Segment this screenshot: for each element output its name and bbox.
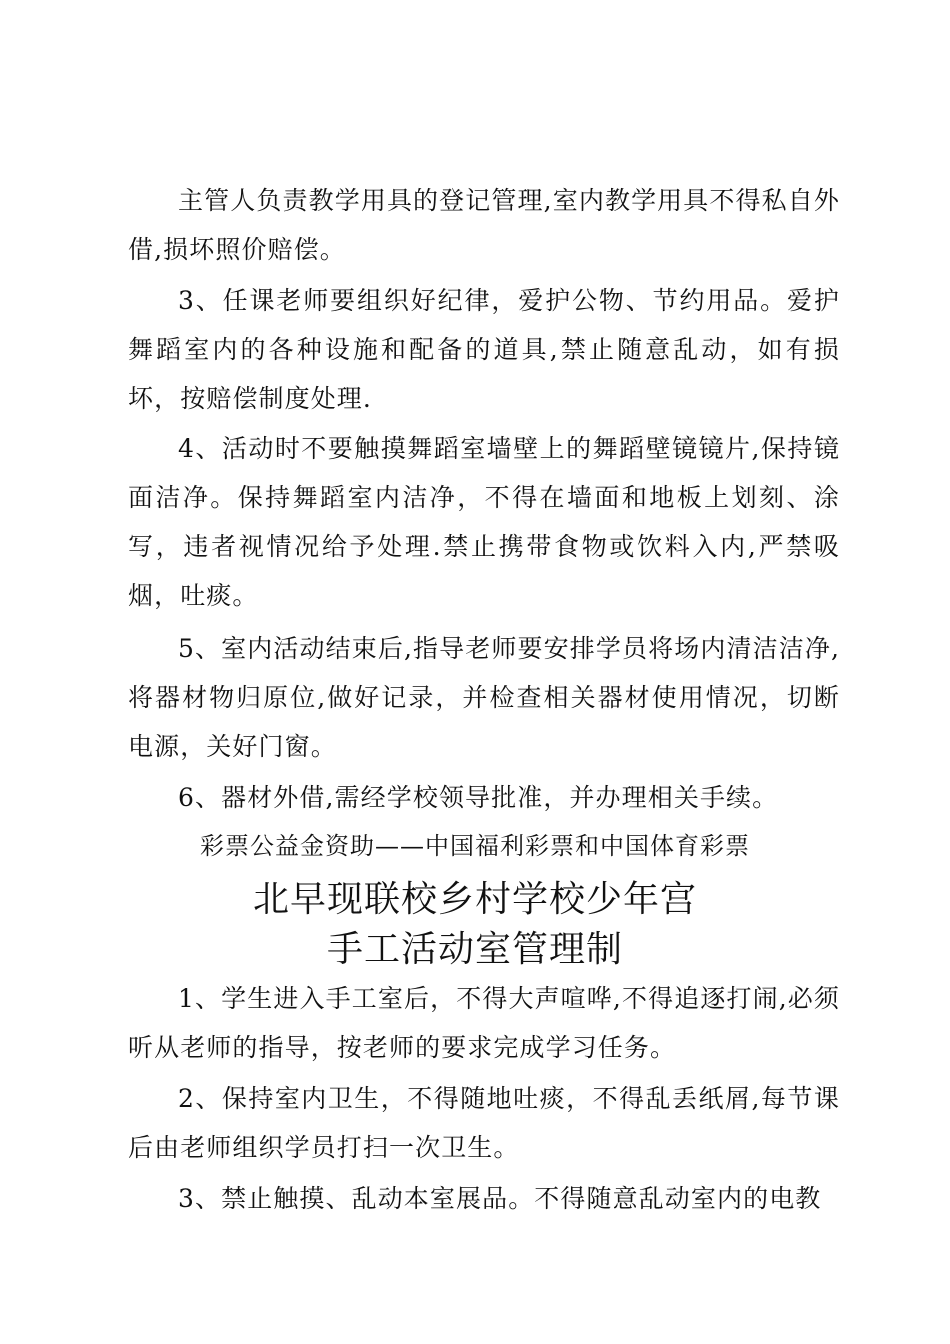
page-title-line-1: 北早现联校乡村学校少年宫	[252, 879, 697, 920]
paragraph-craft-rule-2: 2、保持室内卫生，不得随地吐痰，不得乱丢纸屑,每节课后由老师组织学员打扫一次卫生。	[128, 1084, 840, 1162]
paragraph-rule-5: 5、室内活动结束后,指导老师要安排学员将场内清洁洁净,将器材物归原位,做好记录，并检查相关器材使用情况，切断电源，关好门窗。	[128, 634, 840, 761]
paragraph-rule-4: 4、活动时不要触摸舞蹈室墙壁上的舞蹈壁镜镜片,保持镜面洁净。保持舞蹈室内洁净，不得在墙面和地板上划刻、涂写，违者视情况给予处理.禁止携带食物或饮料入内,严禁吸烟，吐痰。	[128, 434, 840, 610]
paragraph-craft-rule-3: 3、禁止触摸、乱动本室展品。不得随意乱动室内的电教	[178, 1184, 822, 1213]
paragraph-craft-rule-1: 1、学生进入手工室后，不得大声喧哗,不得追逐打闹,必须听从老师的指导，按老师的要求完成学习任务。	[128, 984, 840, 1062]
paragraph-equipment-registration: 主管人负责教学用具的登记管理,室内教学用具不得私自外借,损坏照价赔偿。	[128, 186, 840, 264]
paragraph-rule-6: 6、器材外借,需经学校领导批准，并办理相关手续。	[178, 783, 779, 812]
sponsor-line: 彩票公益金资助——中国福利彩票和中国体育彩票	[200, 832, 750, 860]
paragraph-rule-3: 3、任课老师要组织好纪律，爱护公物、节约用品。爱护舞蹈室内的各种设施和配备的道具,禁止随意乱动，如有损坏，按赔偿制度处理.	[128, 286, 840, 413]
page-title-line-2: 手工活动室管理制	[326, 929, 623, 970]
